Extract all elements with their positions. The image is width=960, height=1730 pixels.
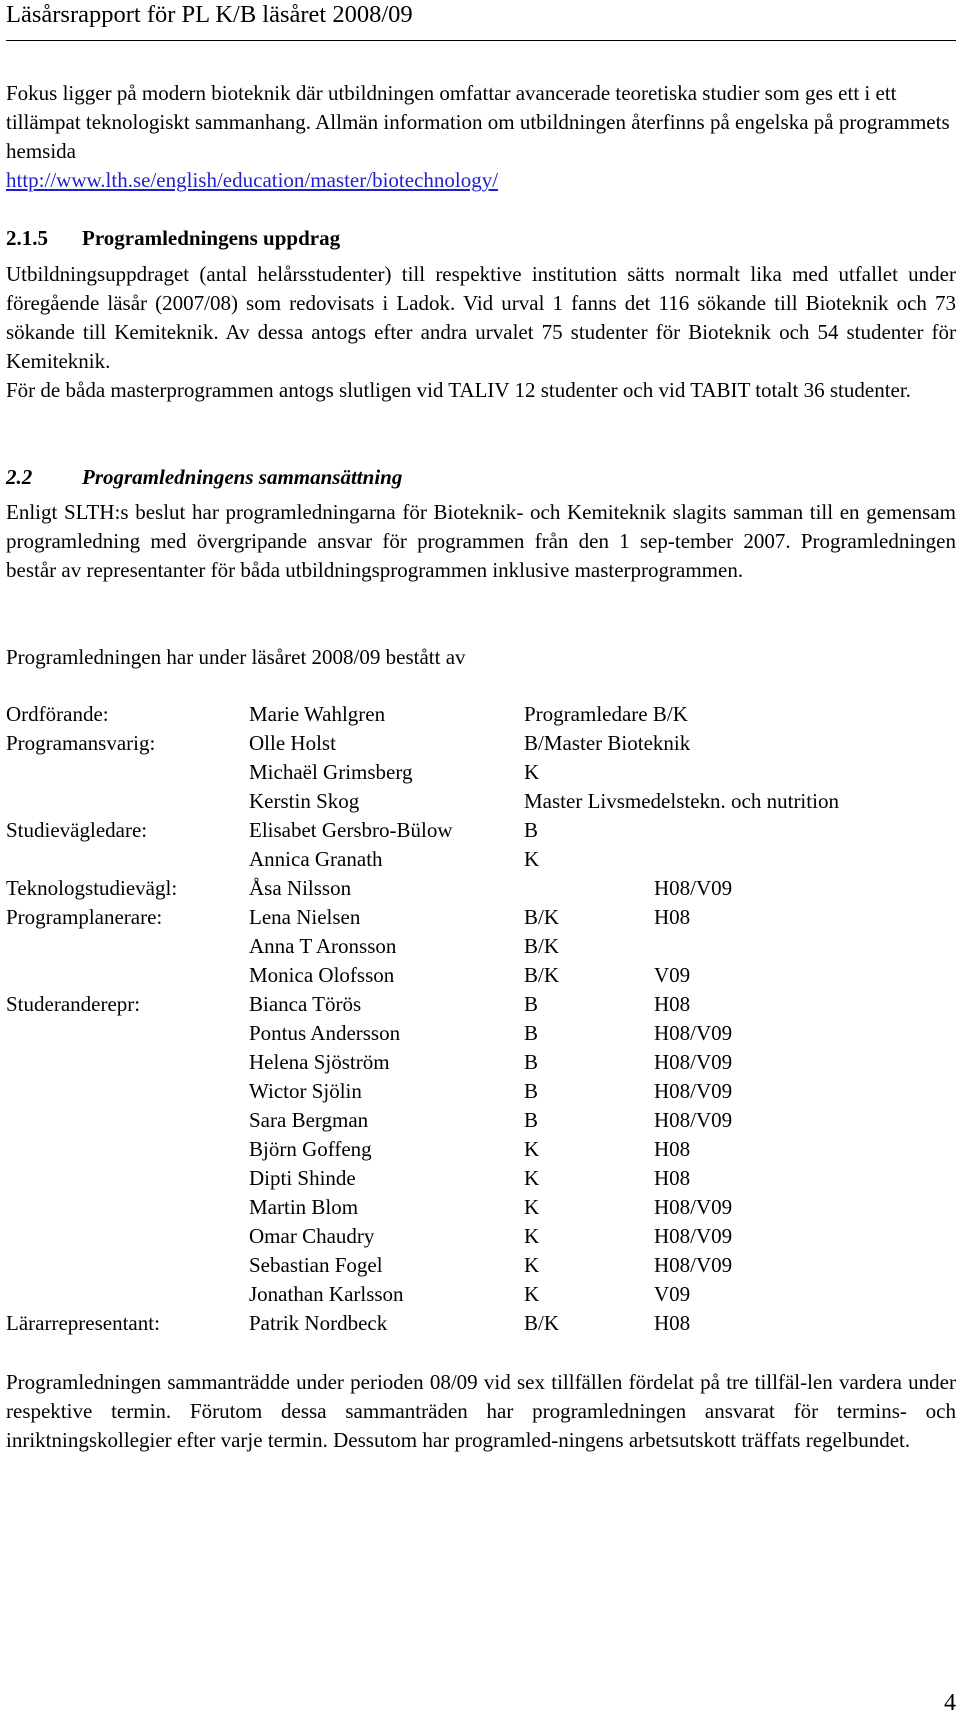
roster-name: Åsa Nilsson: [249, 876, 352, 900]
roster-program: B/K: [524, 905, 560, 929]
roster-name: Jonathan Karlsson: [249, 1282, 404, 1306]
roster-role: Teknologstudievägl:: [6, 876, 178, 900]
roster-row: [6, 903, 956, 932]
roster-term: V09: [654, 963, 691, 987]
assignment-paragraph: Utbildningsuppdraget (antal helårsstudenter) till respektive institution sätts normalt lika med utfallet under föregående läsår (2007/08) som redovisats i Ladok. Vid urval 1 fanns det 116 sökande till Bioteknik och 73 sökande till Kemiteknik. Av dessa antogs efter andra urvalet 75 studenter för Bioteknik och 54 studenter för Kemiteknik.: [6, 262, 956, 373]
roster-term: H08/V09: [654, 1253, 733, 1277]
roster-name: Bianca Törös: [249, 992, 362, 1016]
roster-name: Sara Bergman: [249, 1108, 369, 1132]
roster-row: [6, 816, 956, 845]
page-header: [6, 0, 956, 41]
section-heading-2-2: [6, 463, 402, 492]
roster-term: H08/V09: [654, 1050, 733, 1074]
roster-program: K: [524, 1166, 540, 1190]
roster-row: [6, 961, 956, 990]
roster-role: Studeranderepr:: [6, 992, 141, 1016]
roster-name: Annica Granath: [249, 847, 383, 871]
roster-name: Dipti Shinde: [249, 1166, 356, 1190]
roster-program: B: [524, 1079, 539, 1103]
roster-program: B: [524, 818, 539, 842]
roster-program: B: [524, 992, 539, 1016]
roster-name: Patrik Nordbeck: [249, 1311, 388, 1335]
roster-row: [6, 758, 956, 787]
roster-program: Programledare B/K: [524, 702, 688, 726]
member-roster: [6, 700, 956, 1338]
roster-name: Lena Nielsen: [249, 905, 361, 929]
roster-row: [6, 700, 956, 729]
roster-term: H08: [654, 1311, 691, 1335]
roster-row: [6, 1164, 956, 1193]
roster-program: B/K: [524, 1311, 560, 1335]
roster-program: B: [524, 1050, 539, 1074]
roster-name: Monica Olofsson: [249, 963, 395, 987]
roster-name: Kerstin Skog: [249, 789, 360, 813]
roster-term: H08/V09: [654, 1079, 733, 1103]
roster-term: H08/V09: [654, 1021, 733, 1045]
roster-name: Sebastian Fogel: [249, 1253, 383, 1277]
roster-term: H08/V09: [654, 1108, 733, 1132]
roster-program: B/Master Bioteknik: [524, 731, 691, 755]
program-website-link[interactable]: http://www.lth.se/english/education/master/biotechnology/: [6, 168, 499, 192]
roster-program: K: [524, 760, 540, 784]
roster-name: Olle Holst: [249, 731, 336, 755]
page-number: 4: [944, 1690, 956, 1716]
roster-row: [6, 787, 956, 816]
composition-paragraph: Enligt SLTH:s beslut har programledningarna för Bioteknik- och Kemiteknik slagits samman till en gemensam programledning med övergripande ansvar för programmen från den 1 sep-tember 2007. Programledningen består av representanter för båda utbildningsprogrammen inklusive masterprogrammen.: [6, 500, 956, 582]
roster-row: [6, 990, 956, 1019]
roster-program: B: [524, 1108, 539, 1132]
roster-row: [6, 1019, 956, 1048]
roster-row: [6, 932, 956, 961]
roster-role: Programplanerare:: [6, 905, 163, 929]
roster-name: Marie Wahlgren: [249, 702, 386, 726]
roster-name: Anna T Aronsson: [249, 934, 397, 958]
section-number: 2.1.5: [6, 226, 48, 250]
roster-term: H08: [654, 905, 691, 929]
roster-row: [6, 1251, 956, 1280]
roster-name: Helena Sjöström: [249, 1050, 390, 1074]
closing-paragraph: Programledningen sammanträdde under perioden 08/09 vid sex tillfällen fördelat på tre tillfäl-len vardera under respektive termin. Förutom dessa sammanträden har programledningen ansvarat för termins- och inriktningskollegier efter varje termin. Dessutom har programled-ningens arbetsutskott träffats regelbundet.: [6, 1370, 956, 1452]
section-title: Programledningens sammansättning: [82, 465, 403, 489]
roster-row: [6, 1106, 956, 1135]
roster-role: Lärarrepresentant:: [6, 1311, 160, 1335]
roster-term: H08: [654, 1137, 691, 1161]
section-number: 2.2: [6, 465, 33, 489]
roster-row: [6, 1077, 956, 1106]
roster-row: [6, 1222, 956, 1251]
admission-paragraph: För de båda masterprogrammen antogs slutligen vid TALIV 12 studenter och vid TABIT totalt 36 studenter.: [6, 378, 911, 402]
roster-row: [6, 874, 956, 903]
roster-term: H08/V09: [654, 876, 733, 900]
roster-term: H08: [654, 1166, 691, 1190]
roster-row: [6, 845, 956, 874]
roster-role: Ordförande:: [6, 702, 109, 726]
roster-term: H08/V09: [654, 1195, 733, 1219]
roster-program: K: [524, 1137, 540, 1161]
header-title: Läsårsrapport för PL K/B läsåret 2008/09: [6, 1, 413, 28]
roster-program: Master Livsmedelstekn. och nutrition: [524, 789, 839, 813]
section-heading-2-1-5: [6, 224, 340, 253]
roster-name: Björn Goffeng: [249, 1137, 372, 1161]
roster-program: B: [524, 1021, 539, 1045]
roster-program: K: [524, 1224, 540, 1248]
roster-row: [6, 1135, 956, 1164]
roster-name: Wictor Sjölin: [249, 1079, 362, 1103]
intro-paragraph: [6, 79, 956, 195]
roster-name: Martin Blom: [249, 1195, 359, 1219]
roster-program: K: [524, 1282, 540, 1306]
roster-row: [6, 729, 956, 758]
roster-program: K: [524, 847, 540, 871]
roster-name: Pontus Andersson: [249, 1021, 401, 1045]
roster-program: B/K: [524, 963, 560, 987]
roster-name: Michaël Grimsberg: [249, 760, 413, 784]
roster-program: B/K: [524, 934, 560, 958]
roster-row: [6, 1280, 956, 1309]
roster-name: Omar Chaudry: [249, 1224, 375, 1248]
roster-term: H08: [654, 992, 691, 1016]
roster-term: V09: [654, 1282, 691, 1306]
roster-program: K: [524, 1253, 540, 1277]
roster-role: Programansvarig:: [6, 731, 156, 755]
section-title: Programledningens uppdrag: [82, 226, 341, 250]
roster-row: [6, 1193, 956, 1222]
roster-row: [6, 1048, 956, 1077]
roster-program: K: [524, 1195, 540, 1219]
intro-text: Fokus ligger på modern bioteknik där utbildningen omfattar avancerade teoretiska studier som ges ett i ett tillämpat teknologiskt sammanhang. Allmän information om utbildningen återfinns på engelska på programmets hemsida: [6, 81, 950, 163]
composition-intro: Programledningen har under läsåret 2008/09 bestått av: [6, 645, 466, 669]
roster-role: Studievägledare:: [6, 818, 148, 842]
roster-name: Elisabet Gersbro-Bülow: [249, 818, 453, 842]
roster-row: [6, 1309, 956, 1338]
roster-term: H08/V09: [654, 1224, 733, 1248]
